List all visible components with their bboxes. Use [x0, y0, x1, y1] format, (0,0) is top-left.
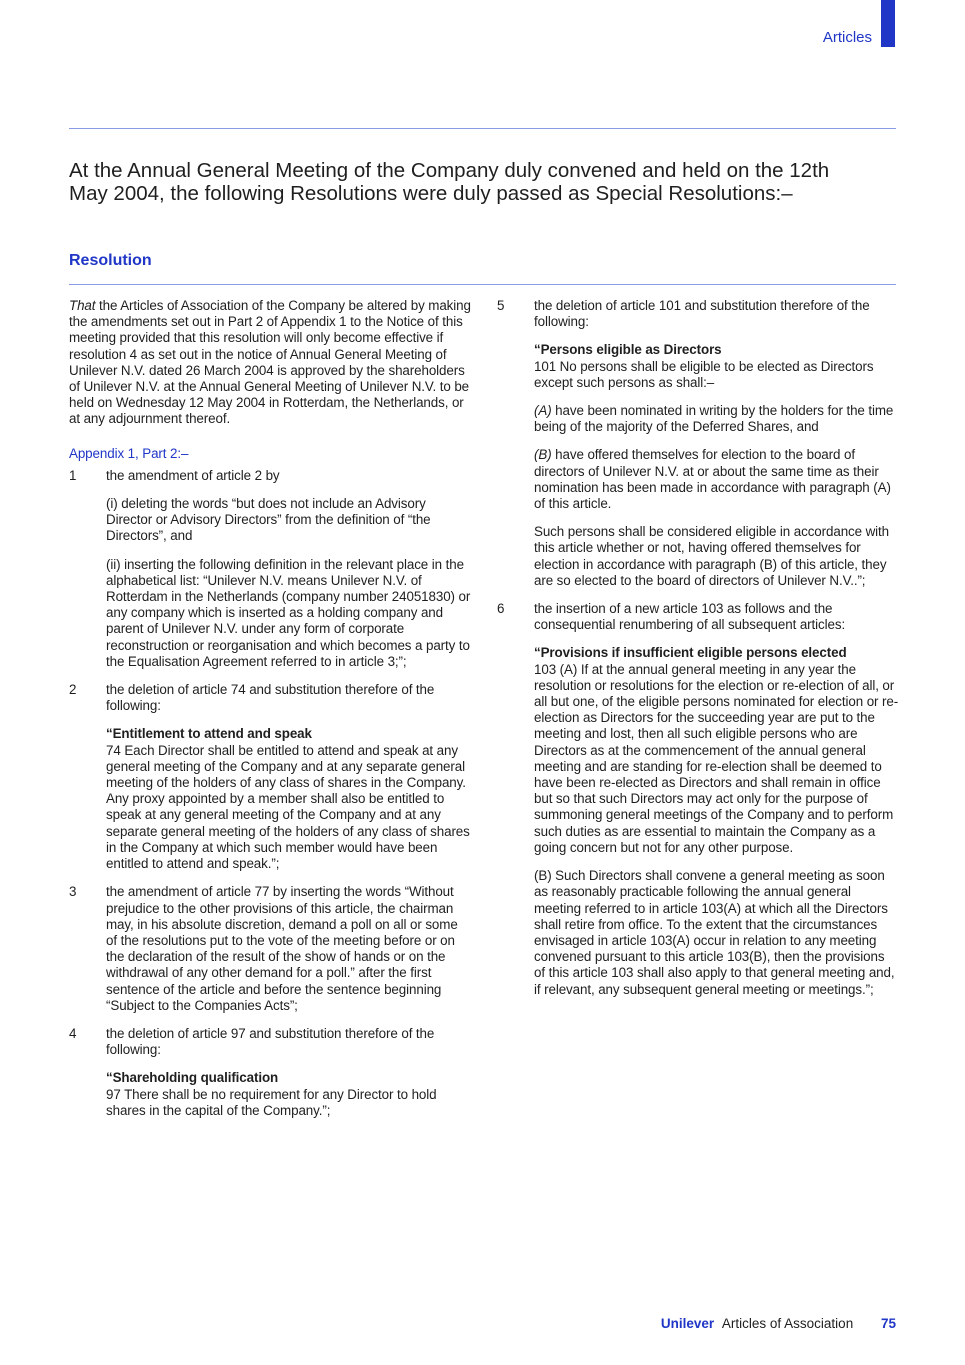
item-text: the deletion of article 74 and substitution therefore of the following: — [106, 682, 435, 714]
item-text: the insertion of a new article 103 as follows and the consequential renumbering of all subsequent articles: — [534, 601, 846, 633]
resolution-lead — [69, 298, 471, 428]
document-title: Articles of Association — [721, 1316, 854, 1331]
item-body — [106, 468, 471, 670]
item-body — [106, 884, 471, 1014]
paragraph-label: (B) — [534, 447, 552, 463]
page-intro: At the Annual General Meeting of the Company duly convened and held on the 12th May 2004, the following Resolutions were duly passed as Special Resolutions:– — [69, 159, 830, 205]
item-number: 6 — [497, 601, 505, 617]
section-label: Articles — [822, 29, 872, 46]
list-item — [69, 682, 471, 872]
brand-name: Unilever — [660, 1316, 715, 1331]
lead-italic: That — [69, 298, 96, 313]
item-text: Such persons shall be considered eligible in accordance with this article whether or not, having offered themselves for election in accordance with paragraph (B) of this article, they are so elected to the board of directors of Unilever N.V..”; — [534, 524, 890, 588]
item-text: the amendment of article 77 by inserting the words “Without prejudice to the other provisions of this article, the chairman may, in his absolute discretion, demand a poll on all or some of the resolutions put to the vote of the meeting before or on the declaration of the result of the show of hands or on the withdrawal of any other demand for a poll.” after the first sentence of the article and before the sentence beginning “Subject to the Companies Acts”; — [106, 884, 458, 1013]
item-text: the amendment of article 2 by — [106, 467, 280, 483]
list-item — [497, 601, 899, 998]
article-block — [534, 645, 899, 856]
item-number: 5 — [497, 298, 505, 313]
paragraph-text: have offered themselves for election to the board of directors of Unilever N.V. at or about the same time as their nomination has been made in accordance with paragraph (A) of this article. — [534, 447, 891, 512]
paragraph-a — [534, 403, 899, 435]
item-text: (i) deleting the words “but does not include an Advisory Director or Advisory Directors” from the definition of “the Directors”, and — [106, 496, 431, 544]
article-title: “Shareholding qualification — [106, 1070, 279, 1086]
item-text: the deletion of article 101 and substitution therefore of the following: — [534, 298, 870, 330]
appendix-subheading: Appendix 1, Part 2:– — [69, 445, 189, 461]
item-body — [106, 682, 471, 872]
page-footer — [661, 1316, 896, 1331]
item-text: (B) Such Directors shall convene a general meeting as soon as reasonably practicable following the annual general meeting referred to in article 103(A) at which all the Directors shall retire from office. To the extent that the circumstances envisaged in article 103(A) occur in relation to any meeting convened pursuant to this article 103(B), then the provisions of this article 103 shall also apply to that general meeting and, if relevant, any subsequent general meeting or meetings.”; — [534, 868, 895, 997]
article-title: “Entitlement to attend and speak — [106, 726, 312, 742]
right-column — [497, 298, 899, 1010]
list-item — [69, 884, 471, 1014]
section-divider — [69, 284, 896, 285]
article-block — [106, 1070, 471, 1119]
item-text: (ii) inserting the following definition in the relevant place in the alphabetical list: “Unilever N.V. means Unilever N.V. of Rotterdam in the Netherlands (company number 24051830) or any company which is inserted as a holding company and parent of Unilever N.V. under any form of corporate reconstruction or reorganisation and which becomes a party to the Equalisation Agreement referred to in article 3;”; — [106, 556, 471, 669]
item-number: 4 — [69, 1025, 77, 1041]
section-tab-marker — [881, 0, 895, 47]
top-divider — [69, 128, 896, 129]
article-block — [534, 342, 899, 391]
item-text: the deletion of article 97 and substitution therefore of the following: — [106, 1025, 435, 1058]
article-title: “Persons eligible as Directors — [534, 342, 722, 358]
list-item — [497, 298, 899, 589]
article-block — [106, 726, 471, 872]
list-item — [69, 1026, 471, 1119]
paragraph-b — [534, 447, 899, 512]
list-item — [69, 468, 471, 670]
article-text: 103 (A) If at the annual general meeting in any year the resolution or resolutions for the election or re-election of all, or all but one, of the eligible persons nominated for election or re-election as Directors for the succeeding year are put to the meeting and lost, then all such eligible persons who are Directors as at the commencement of the annual general meeting and are standing for re-election shall be deemed to have been re-elected as Directors and shall remain in office but so that such Directors may act only for the purpose of summoning general meetings of the Company and to perform such duties as are essential to maintain the Company as a going concern but not for any other purpose. — [534, 661, 899, 855]
article-text: 101 No persons shall be eligible to be elected as Directors except such persons as shall:– — [534, 358, 874, 390]
paragraph-label: (A) — [534, 403, 552, 419]
item-number: 3 — [69, 884, 77, 900]
section-heading: Resolution — [69, 252, 152, 269]
left-column — [69, 298, 471, 1131]
article-text: 74 Each Director shall be entitled to attend and speak at any general meeting of the Company and at any separate general meeting of the holders of any class of shares in the Company. Any proxy appointed by a member shall also be entitled to speak at any general meeting of the Company and at any separate general meeting of the holders of any class of shares in the Company at which such member would have been entitled to attend and speak.”; — [106, 742, 470, 872]
item-body — [534, 298, 899, 589]
item-body — [534, 601, 899, 998]
page-number: 75 — [880, 1316, 896, 1331]
lead-text: the Articles of Association of the Company be altered by making the amendments set out in Part 2 of Appendix 1 to the Notice of this meeting provided that this resolution will only become effective if resolution 4 as set out in the notice of Annual General Meeting of Unilever N.V. dated 26 March 2004 is approved by the shareholders of Unilever N.V. at the Annual General Meeting of Unilever N.V. to be held on Wednesday 12 May 2004 in Rotterdam, the Netherlands, or at any adjournment thereof. — [69, 298, 471, 427]
article-title: “Provisions if insufficient eligible persons elected — [534, 645, 847, 661]
item-number: 1 — [69, 467, 77, 483]
article-text: 97 There shall be no requirement for any Director to hold shares in the capital of the Company.”; — [106, 1086, 437, 1118]
item-number: 2 — [69, 682, 77, 698]
paragraph-text: have been nominated in writing by the holders for the time being of the majority of the Deferred Shares, and — [534, 403, 894, 435]
item-body — [106, 1026, 471, 1119]
